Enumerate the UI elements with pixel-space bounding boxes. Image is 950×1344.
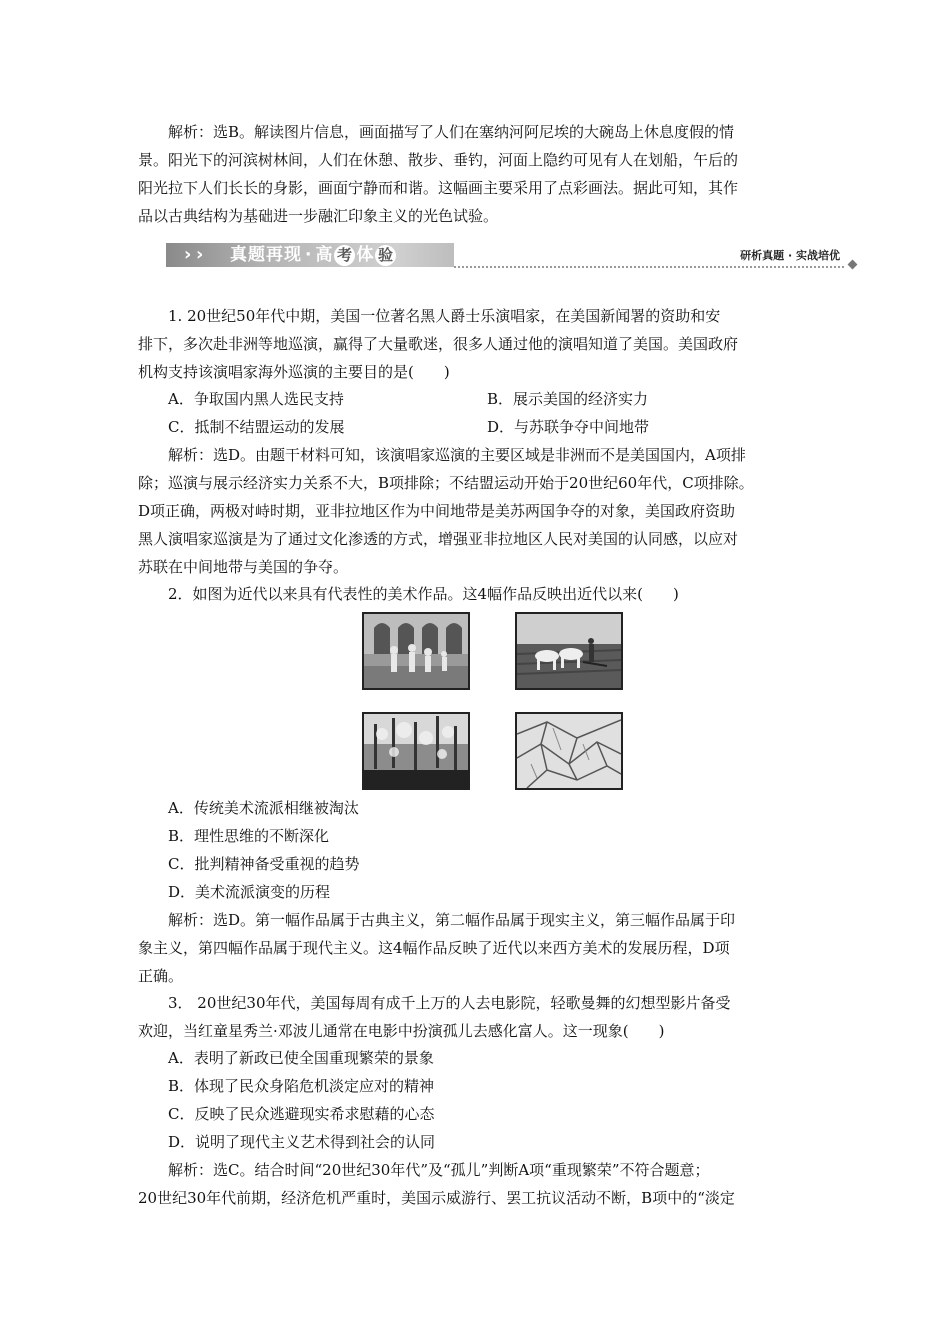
q3-option-a: A．表明了新政已使全国重现繁荣的景象 — [168, 1049, 434, 1067]
diamond-icon — [848, 260, 858, 270]
banner-dotted-line — [454, 266, 844, 268]
artwork-impressionism-image — [362, 712, 470, 790]
q1-option-d: D．与苏联争夺中间地带 — [487, 418, 650, 436]
intro-line-3: 阳光拉下人们长长的身影，画面宁静而和谐。这幅画主要采用了点彩画法。据此可知，其作 — [138, 179, 739, 197]
banner-title-b4: 验 — [375, 245, 396, 266]
banner-title-b3: 体 — [356, 245, 375, 265]
q1-answer-line-3: D项正确，两极对峙时期，亚非拉地区作为中间地带是美苏两国争夺的对象，美国政府资助 — [138, 502, 736, 520]
artwork-modernism-image — [515, 712, 623, 790]
q3-answer-line-1: 解析：选C。结合时间“20世纪30年代”及“孤儿”判断A项“重现繁荣”不符合题意； — [168, 1161, 710, 1179]
banner-title-a: 真题再现 — [230, 245, 302, 265]
q1-option-c: C．抵制不结盟运动的发展 — [168, 418, 345, 436]
q2-option-b: B．理性思维的不断深化 — [168, 827, 330, 845]
artwork-realism-image — [515, 612, 623, 690]
q1-answer-line-1: 解析：选D。由题干材料可知，该演唱家巡演的主要区域是非洲而不是美国国内，A项排 — [168, 446, 746, 464]
q2-answer-line-1: 解析：选D。第一幅作品属于古典主义，第二幅作品属于现实主义，第三幅作品属于印 — [168, 911, 736, 929]
q2-option-a: A．传统美术流派相继被淘汰 — [168, 799, 359, 817]
q1-stem-line-3: 机构支持该演唱家海外巡演的主要目的是( ) — [138, 363, 450, 381]
banner-title — [230, 243, 397, 267]
q3-stem-line-2: 欢迎，当红童星秀兰·邓波儿通常在电影中扮演孤儿去感化富人。这一现象( ) — [138, 1022, 665, 1040]
q3-option-c: C．反映了民众逃避现实希求慰藉的心态 — [168, 1105, 435, 1123]
banner-subtitle: 研析真题 · 实战培优 — [740, 249, 840, 262]
q2-stem-line-1: 2．如图为近代以来具有代表性的美术作品。这4幅作品反映出近代以来( ) — [168, 585, 679, 603]
q1-option-a: A．争取国内黑人选民支持 — [168, 390, 344, 408]
chevron-right-icon: › — [184, 244, 192, 265]
banner-separator: · — [305, 245, 313, 265]
q3-option-d: D．说明了现代主义艺术得到社会的认同 — [168, 1133, 436, 1151]
intro-line-4: 品以古典结构为基础进一步融汇印象主义的光色试验。 — [138, 207, 499, 225]
q2-answer-line-2: 象主义，第四幅作品属于现代主义。这4幅作品反映了近代以来西方美术的发展历程，D项 — [138, 939, 730, 957]
q1-option-b: B．展示美国的经济实力 — [487, 390, 649, 408]
q2-option-d: D．美术流派演变的历程 — [168, 883, 331, 901]
artwork-classical-image — [362, 612, 470, 690]
q3-answer-line-2: 20世纪30年代前期，经济危机严重时，美国示威游行、罢工抗议活动不断，B项中的“淡定 — [138, 1189, 735, 1207]
banner-title-b1: 高 — [315, 245, 334, 265]
chevron-right-icon: › — [196, 244, 204, 265]
banner-title-b2: 考 — [334, 245, 355, 266]
intro-line-2: 景。阳光下的河滨树林间，人们在休憩、散步、垂钓，河面上隐约可见有人在划船，午后的 — [138, 151, 739, 169]
q3-stem-line-1: 3． 20世纪30年代，美国每周有成千上万的人去电影院，轻歌曼舞的幻想型影片备受 — [168, 994, 731, 1012]
q2-answer-line-3: 正确。 — [138, 967, 184, 985]
intro-line-1: 解析：选B。解读图片信息，画面描写了人们在塞纳河阿尼埃的大碗岛上休息度假的情 — [168, 123, 735, 141]
q2-option-c: C．批判精神备受重视的趋势 — [168, 855, 360, 873]
q3-option-b: B．体现了民众身陷危机淡定应对的精神 — [168, 1077, 435, 1095]
q1-answer-line-5: 苏联在中间地带与美国的争夺。 — [138, 558, 349, 576]
q1-answer-line-2: 除；巡演与展示经济实力关系不大，B项排除；不结盟运动开始于20世纪60年代，C项排除。 — [138, 474, 754, 492]
section-banner — [166, 241, 858, 271]
q1-answer-line-4: 黑人演唱家巡演是为了通过文化渗透的方式，增强亚非拉地区人民对美国的认同感，以应对 — [138, 530, 739, 548]
q1-stem-line-1: 1. 20世纪50年代中期，美国一位著名黑人爵士乐演唱家，在美国新闻署的资助和安 — [168, 307, 721, 325]
q1-stem-line-2: 排下，多次赴非洲等地巡演，赢得了大量歌迷，很多人通过他的演唱知道了美国。美国政府 — [138, 335, 739, 353]
